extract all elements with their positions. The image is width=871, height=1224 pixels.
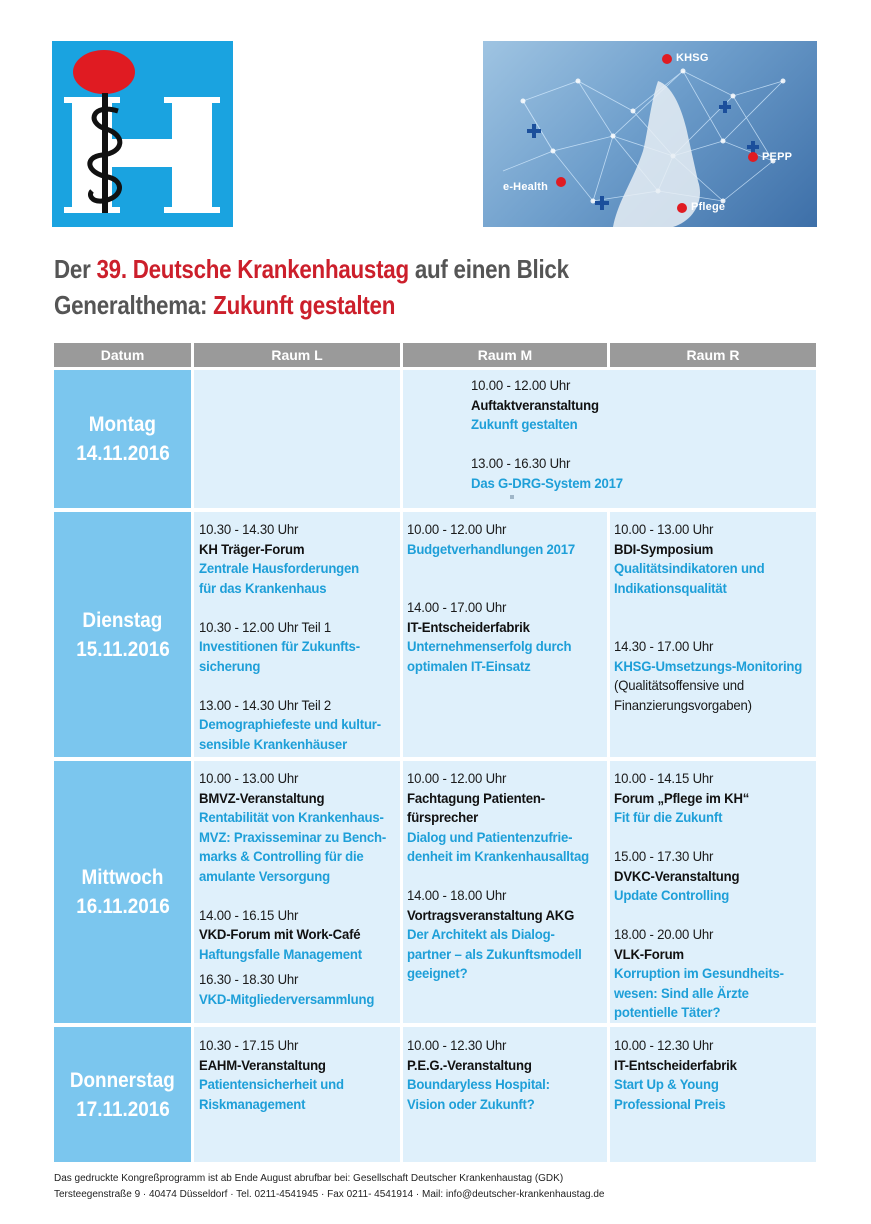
session-topic: sensible Krankenhäuser [199, 735, 348, 752]
session-title: IT-Entscheiderfabrik [407, 618, 530, 635]
session-title: IT-Entscheiderfabrik [614, 1056, 737, 1073]
session-topic: Indikationsqualität [614, 579, 727, 596]
cell-mittwoch-raum-r [610, 761, 816, 1023]
column-header-raum-m: Raum M [403, 343, 607, 367]
session-time: 14.00 - 18.00 Uhr [407, 887, 507, 903]
session-title: EAHM-Veranstaltung [199, 1056, 326, 1073]
gdk-logo [52, 41, 233, 227]
column-header-datum: Datum [54, 343, 191, 367]
network-illustration-icon [483, 41, 817, 227]
cell-montag-raum-l [194, 370, 400, 508]
session-time: 10.00 - 12.30 Uhr [614, 1037, 714, 1053]
session-topic: Fit für die Zukunft [614, 809, 723, 825]
column-header-raum-l: Raum L [194, 343, 400, 367]
session-topic: Patientensicherheit und [199, 1076, 344, 1092]
date-label: 17.11.2016 [75, 1097, 170, 1121]
column-header-raum-r: Raum R [610, 343, 816, 367]
session-topic: optimalen IT-Einsatz [407, 657, 531, 674]
session-topic: marks & Controlling für die [199, 848, 364, 864]
date-cell-dienstag [54, 512, 191, 757]
session-topic: Unternehmenserfolg durch [407, 638, 572, 654]
session-time: 10.00 - 14.15 Uhr [614, 770, 714, 786]
session-title: BDI-Symposium [614, 540, 714, 557]
session-topic: wesen: Sind alle Ärzte [614, 984, 749, 1001]
hero-label-khsg: KHSG [676, 52, 709, 64]
session-topic: Das G-DRG-System 2017 [471, 474, 623, 491]
session-title: KH Träger-Forum [199, 540, 305, 557]
day-label: Donnerstag [69, 1068, 176, 1092]
session-title: P.E.G.-Veranstaltung [407, 1056, 532, 1073]
session-note: (Qualitätsoffensive und [614, 677, 745, 693]
session-topic: KHSG-Umsetzungs-Monitoring [614, 657, 803, 674]
cell-dienstag-raum-r [610, 512, 816, 757]
session-time: 10.00 - 12.00 Uhr [407, 521, 507, 537]
cell-mittwoch-raum-l [194, 761, 400, 1023]
cell-mittwoch-raum-m [403, 761, 607, 1023]
session-time: 14.00 - 17.00 Uhr [407, 599, 507, 615]
session-time: 16.30 - 18.30 Uhr [199, 971, 299, 987]
cell-dienstag-raum-l [194, 512, 400, 757]
session-time: 14.30 - 17.00 Uhr [614, 638, 714, 654]
session-topic: Dialog und Patientenzufrie- [407, 828, 573, 845]
footer-line-1: Das gedruckte Kongreßprogramm ist ab Ende August abrufbar bei: Gesellschaft Deutscher Krankenhaustag (GDK) [54, 1173, 564, 1184]
session-time: 14.00 - 16.15 Uhr [199, 906, 299, 923]
session-topic: Qualitätsindikatoren und [614, 560, 765, 576]
session-title: VKD-Forum mit Work-Café [199, 926, 361, 942]
date-label: 16.11.2016 [75, 895, 170, 918]
date-label: 14.11.2016 [75, 442, 170, 465]
session-time: 18.00 - 20.00 Uhr [614, 926, 714, 942]
hero-label-ehealth: e-Health [503, 181, 548, 193]
session-topic: Rentabilität von Krankenhaus- [199, 809, 384, 825]
hero-label-pepp: PEPP [762, 151, 793, 163]
hero-label-pflege: Pflege [691, 201, 726, 213]
session-title: Vortragsveranstaltung AKG [407, 906, 575, 923]
session-topic: potentielle Täter? [614, 1004, 721, 1020]
cell-donnerstag-raum-l [194, 1027, 400, 1162]
cell-montag-merged [403, 370, 816, 508]
cell-dienstag-raum-m [403, 512, 607, 757]
session-time: 10.00 - 12.00 Uhr [471, 377, 571, 393]
session-topic: partner – als Zukunftsmodell [407, 945, 582, 962]
date-label: 15.11.2016 [75, 637, 170, 661]
session-time: 10.30 - 17.15 Uhr [199, 1037, 299, 1053]
page-title: Der 39. Deutsche Krankenhaustag auf einen Blick [54, 254, 569, 284]
session-time: 10.00 - 13.00 Uhr [199, 770, 299, 786]
session-time: 10.30 - 12.00 Uhr Teil 1 [199, 618, 332, 635]
session-time: 13.00 - 16.30 Uhr [471, 455, 571, 471]
session-time: 10.00 - 13.00 Uhr [614, 521, 714, 537]
day-label: Mittwoch [81, 866, 164, 889]
session-title: fürsprecher [407, 809, 479, 825]
session-topic: Haftungsfalle Management [199, 945, 362, 962]
session-topic: Start Up & Young [614, 1076, 719, 1092]
session-title: VLK-Forum [614, 945, 684, 962]
session-topic: Korruption im Gesundheits- [614, 965, 784, 981]
session-note: Finanzierungsvorgaben) [614, 696, 752, 713]
session-topic: Der Architekt als Dialog- [407, 926, 555, 942]
session-time: 10.30 - 14.30 Uhr [199, 521, 299, 537]
marker-dot [510, 495, 514, 499]
session-title: Forum „Pflege im KH“ [614, 789, 750, 806]
day-label: Dienstag [82, 608, 163, 632]
aesculapius-logo-icon [52, 41, 233, 227]
footer-line-2: Tersteegenstraße 9 · 40474 Düsseldorf · Tel. 0211-4541945 · Fax 0211- 4541914 · Mail: info@deutscher-krankenhaustag.de [54, 1189, 605, 1200]
session-topic: Professional Preis [614, 1095, 726, 1112]
session-topic: sicherung [199, 657, 261, 674]
page-subtitle: Generalthema: Zukunft gestalten [54, 290, 396, 320]
session-topic: amulante Versorgung [199, 867, 330, 884]
date-cell-mittwoch [54, 761, 191, 1023]
session-topic: MVZ: Praxisseminar zu Bench- [199, 828, 387, 845]
session-topic: Zukunft gestalten [471, 416, 578, 432]
session-time: 10.00 - 12.30 Uhr [407, 1037, 507, 1053]
session-topic: VKD-Mitgliederversammlung [199, 990, 375, 1007]
session-topic: Boundaryless Hospital: [407, 1076, 550, 1092]
session-title: DVKC-Veranstaltung [614, 867, 740, 884]
session-topic: für das Krankenhaus [199, 579, 327, 596]
session-topic: Budgetverhandlungen 2017 [407, 540, 576, 557]
session-topic: Update Controlling [614, 887, 730, 903]
session-topic: Investitionen für Zukunfts- [199, 638, 360, 654]
date-cell-montag [54, 370, 191, 508]
session-topic: Vision oder Zukunft? [407, 1095, 535, 1112]
session-topic: Demographiefeste und kultur- [199, 716, 381, 732]
session-time: 13.00 - 14.30 Uhr Teil 2 [199, 696, 332, 713]
session-time: 10.00 - 12.00 Uhr [407, 770, 507, 786]
session-topic: Riskmanagement [199, 1095, 306, 1112]
cell-donnerstag-raum-m [403, 1027, 607, 1162]
date-cell-donnerstag [54, 1027, 191, 1162]
session-time: 15.00 - 17.30 Uhr [614, 848, 714, 864]
session-title: Fachtagung Patienten- [407, 789, 545, 806]
cell-donnerstag-raum-r [610, 1027, 816, 1162]
session-title: BMVZ-Veranstaltung [199, 789, 325, 806]
session-topic: geeignet? [407, 965, 468, 981]
hero-image [483, 41, 817, 227]
session-topic: Zentrale Hausforderungen [199, 560, 360, 576]
session-topic: denheit im Krankenhausalltag [407, 848, 589, 864]
session-title: Auftaktveranstaltung [471, 396, 599, 413]
day-label: Montag [88, 413, 157, 436]
